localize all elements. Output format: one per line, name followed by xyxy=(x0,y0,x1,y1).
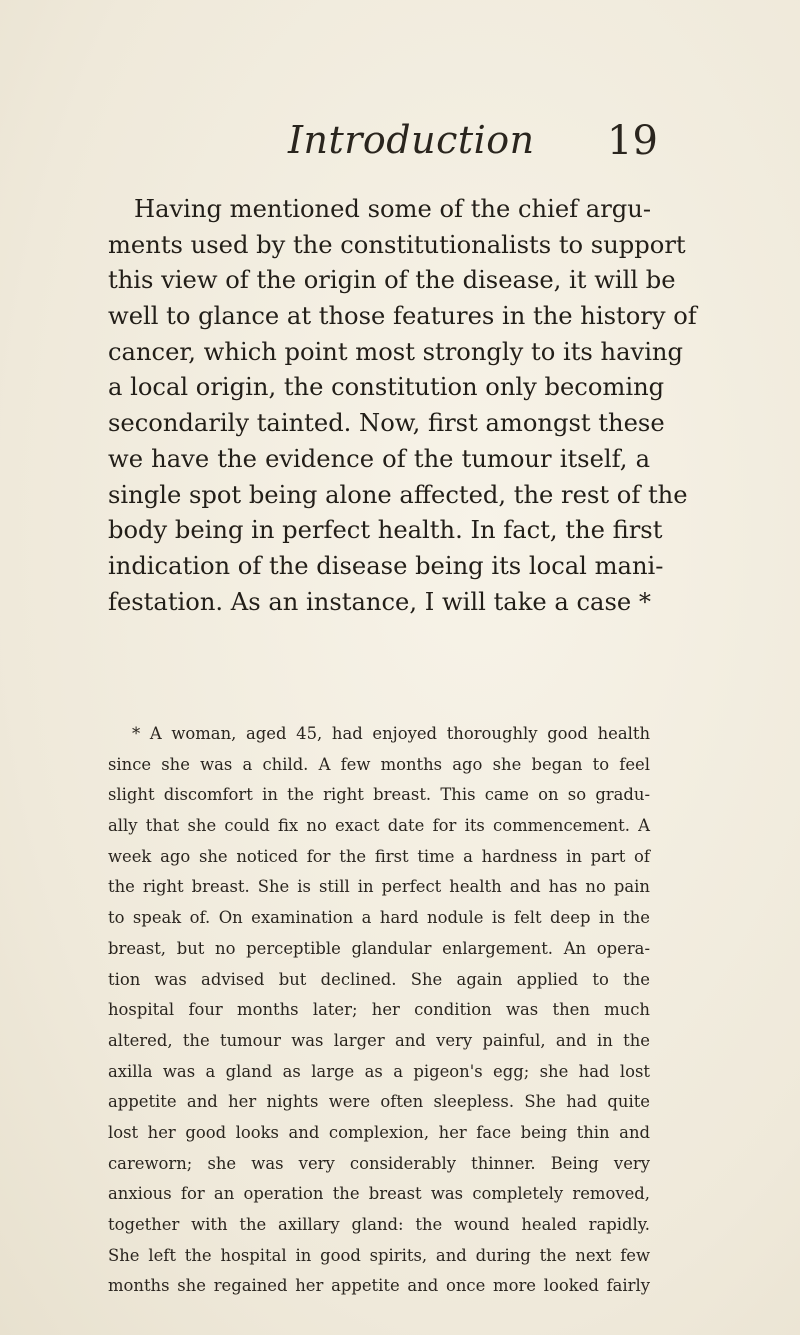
body-line: single spot being alone affected, the rest of the xyxy=(108,480,688,509)
footnote-line: tion was advised but declined. She again applied to the xyxy=(108,969,650,989)
footnote-line: careworn; she was very considerably thinner. Being very xyxy=(108,1153,650,1173)
footnote xyxy=(108,719,650,1302)
footnote-line: months she regained her appetite and once more looked fairly xyxy=(108,1276,650,1296)
body-line: ments used by the constitutionalists to support xyxy=(108,230,686,259)
page-header xyxy=(0,118,800,168)
footnote-line: hospital four months later; her condition was then much xyxy=(108,1000,650,1020)
body-line: we have the evidence of the tumour itself, a xyxy=(108,444,650,473)
footnote-line: appetite and her nights were often sleepless. She had quite xyxy=(108,1092,650,1112)
footnote-line: week ago she noticed for the first time a hardness in part of xyxy=(108,846,650,866)
footnote-line: since she was a child. A few months ago she began to feel xyxy=(108,754,650,774)
footnote-line: * A woman, aged 45, had enjoyed thoroughly good health xyxy=(132,724,650,743)
body-line: Having mentioned some of the chief argu- xyxy=(134,195,652,223)
footnote-line: to speak of. On examination a hard nodule is felt deep in the xyxy=(108,908,650,928)
body-line: body being in perfect health. In fact, the first xyxy=(108,516,663,545)
body-line: indication of the disease being its local mani- xyxy=(108,551,664,580)
body-line: this view of the origin of the disease, it will be xyxy=(108,266,676,295)
body-line: cancer, which point most strongly to its having xyxy=(108,337,683,366)
footnote-line: breast, but no perceptible glandular enlargement. An opera- xyxy=(108,938,650,958)
body-line: festation. As an instance, I will take a case * xyxy=(108,587,651,616)
body-line: well to glance at those features in the history of xyxy=(108,302,697,331)
body-line: a local origin, the constitution only becoming xyxy=(108,373,665,402)
footnote-line: altered, the tumour was larger and very painful, and in the xyxy=(108,1030,650,1050)
footnote-line: lost her good looks and complexion, her face being thin and xyxy=(108,1122,650,1142)
running-head: Introduction xyxy=(288,118,535,162)
footnote-line: ally that she could fix no exact date for its commencement. A xyxy=(108,816,650,836)
body-paragraph xyxy=(108,192,697,620)
footnote-line: She left the hospital in good spirits, and during the next few xyxy=(108,1245,650,1265)
body-line: secondarily tainted. Now, first amongst these xyxy=(108,409,665,438)
footnote-line: slight discomfort in the right breast. This came on so gradu- xyxy=(108,785,650,805)
footnote-line: the right breast. She is still in perfect health and has no pain xyxy=(108,877,650,897)
footnote-line: axilla was a gland as large as a pigeon's egg; she had lost xyxy=(108,1061,650,1081)
footnote-line: anxious for an operation the breast was completely removed, xyxy=(108,1184,650,1204)
footnote-line: together with the axillary gland: the wound healed rapidly. xyxy=(108,1215,650,1234)
page-number: 19 xyxy=(607,118,658,164)
